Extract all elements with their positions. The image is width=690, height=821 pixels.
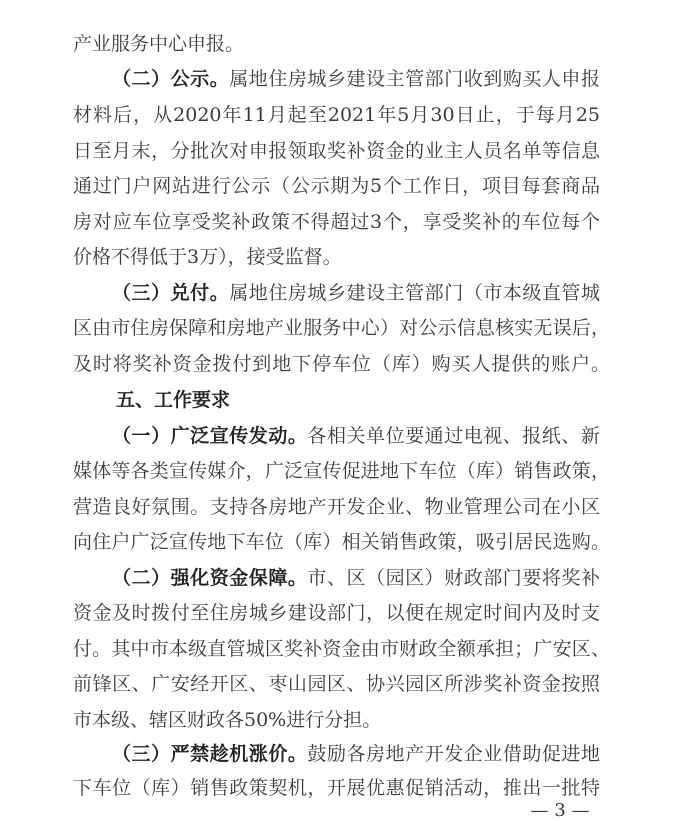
- text: 各相关单位要通过电视、报纸、新: [307, 425, 600, 447]
- text: 属地住房城乡建设主管部门收到购买人申报: [229, 68, 600, 90]
- section-heading: （一）广泛宣传发动。: [112, 425, 308, 447]
- text-line: 前锋区、广安经开区、枣山园区、协兴园区所涉奖补资金按照: [73, 673, 600, 695]
- text-line: 价格不得低于3万），接受监督。: [73, 246, 342, 268]
- text-line: 资金及时拨付至住房城乡建设部门，以便在规定时间内及时支: [73, 602, 600, 624]
- chapter-heading: [116, 388, 230, 412]
- section-heading: （三）严禁趁机涨价。: [112, 743, 308, 765]
- text-line: 向住户广泛宣传地下车位（库）相关销售政策，吸引居民选购。: [73, 531, 610, 553]
- text-line: 及时将奖补资金拨付到地下停车位（库）购买人提供的账户。: [73, 353, 610, 375]
- text-line: 媒体等各类宣传媒介，广泛宣传促进地下车位（库）销售政策，: [73, 460, 610, 482]
- text-line: 付。其中市本级直管城区奖补资金由市财政全额承担；广安区、: [73, 638, 610, 660]
- text-line: 下车位（库）销售政策契机，开展优惠促销活动，推出一批特: [73, 777, 600, 799]
- text-line: 区由市住房保障和房地产业服务中心）对公示信息核实无误后，: [73, 317, 610, 339]
- text: 属地住房城乡建设主管部门（市本级直管城: [229, 282, 600, 304]
- paragraph-publicity-campaign: [112, 424, 600, 448]
- paragraph-publicity: [112, 67, 600, 91]
- page-number: — 3 —: [530, 800, 590, 821]
- text-line: 产业服务中心申报。: [73, 33, 245, 55]
- text-line: 日至月末，分批次对申报领取奖补资金的业主人员名单等信息: [73, 140, 600, 162]
- paragraph-funding: [112, 566, 600, 590]
- text-line: 通过门户网站进行公示（公示期为5个工作日，项目每套商品: [73, 175, 600, 197]
- text-line: 材料后，从2020年11月起至2021年5月30日止，于每月25: [73, 104, 600, 126]
- heading-text: 五、工作要求: [116, 389, 231, 411]
- text-line: 市本级、辖区财政各50%进行分担。: [73, 709, 382, 731]
- text-line: 房对应车位享受奖补政策不得超过3个，享受奖补的车位每个: [73, 211, 600, 233]
- paragraph-price-control: [112, 742, 600, 766]
- section-heading: （二）公示。: [112, 68, 230, 90]
- text: 鼓励各房地产开发企业借助促进地: [307, 743, 600, 765]
- paragraph-payment: [112, 281, 600, 305]
- text: 市、区（园区）财政部门要将奖补: [307, 567, 600, 589]
- section-heading: （二）强化资金保障。: [112, 567, 308, 589]
- text-line: 营造良好氛围。支持各房地产开发企业、物业管理公司在小区: [73, 496, 600, 518]
- section-heading: （三）兑付。: [112, 282, 230, 304]
